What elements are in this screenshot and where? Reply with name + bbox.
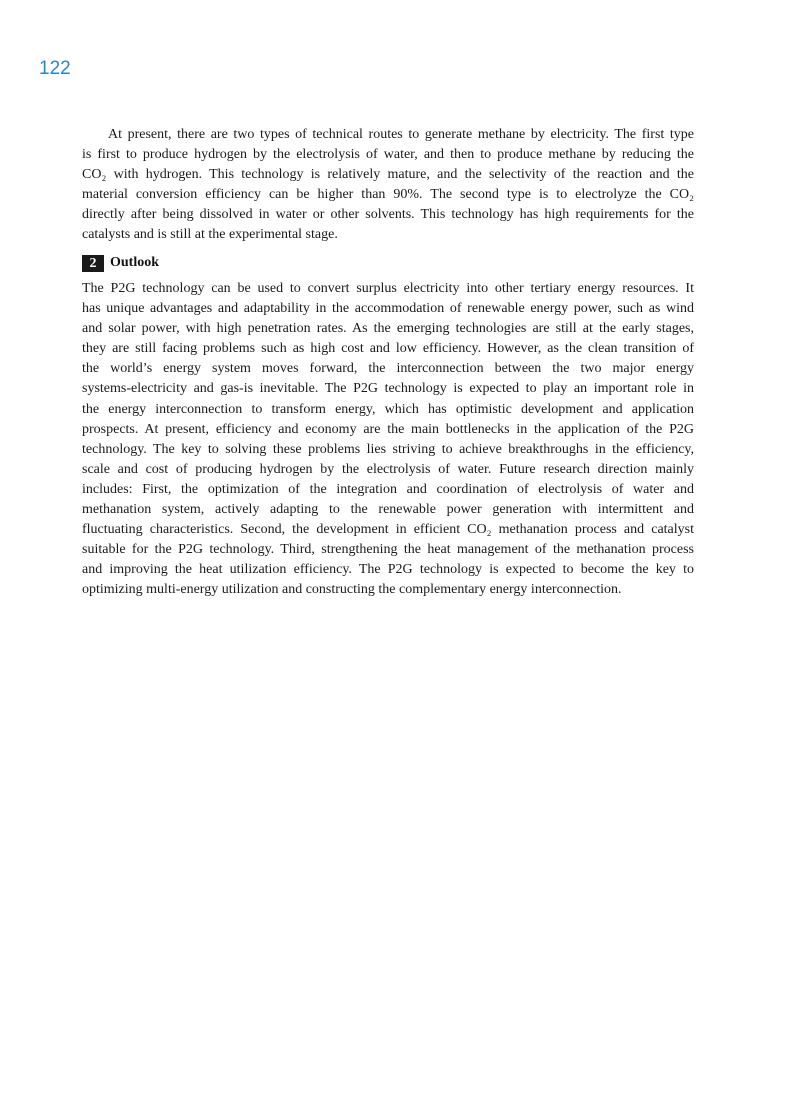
- text-line: scale and cost of producing hydrogen by the electrolysis of water. Future research direction mainly: [82, 461, 694, 477]
- text-line: the energy interconnection to transform energy, which has optimistic development and application: [82, 401, 694, 417]
- text-line: The P2G technology can be used to convert surplus electricity into other tertiary energy resources. It: [82, 281, 694, 296]
- paragraph-outlook: [82, 279, 694, 601]
- text-line: has unique advantages and adaptability in the accommodation of renewable energy power, such as wind: [82, 301, 694, 317]
- text-line: they are still facing problems such as high cost and low efficiency. However, as the clean transition of: [82, 341, 694, 357]
- text-line: CO₂ with hydrogen. This technology is relatively mature, and the selectivity of the reaction and the: [82, 167, 694, 183]
- text-line: material conversion efficiency can be higher than 90%. The second type is to electrolyze the CO₂: [82, 187, 694, 203]
- text-line: is first to produce hydrogen by the electrolysis of water, and then to produce methane by reducing the: [82, 147, 694, 163]
- text-line: catalysts and is still at the experimental stage.: [82, 227, 338, 243]
- text-line: methanation system, actively adapting to the renewable power generation with intermittent and: [82, 502, 694, 518]
- text-line: prospects. At present, efficiency and economy are the main bottlenecks in the application of the P2G: [82, 421, 694, 437]
- text-line: directly after being dissolved in water or other solvents. This technology has high requirements for the: [82, 207, 694, 223]
- section-number: 2: [82, 255, 104, 272]
- text-line: optimizing multi-energy utilization and constructing the complementary energy interconnection.: [82, 582, 622, 598]
- page-number: 122: [39, 58, 71, 79]
- text-line: includes: First, the optimization of the integration and coordination of electrolysis of water and: [82, 481, 694, 497]
- text-line: and improving the heat utilization efficiency. The P2G technology is expected to become the key to: [82, 562, 694, 578]
- text-line: and solar power, with high penetration rates. As the emerging technologies are still at the early stages,: [82, 321, 694, 337]
- text-line: suitable for the P2G technology. Third, strengthening the heat management of the methanation process: [82, 542, 694, 558]
- text-line: technology. The key to solving these problems lies striving to achieve breakthroughs in the efficiency,: [82, 441, 694, 457]
- text-line: At present, there are two types of technical routes to generate methane by electricity. The first type: [108, 127, 694, 142]
- text-line: systems-electricity and gas-is inevitable. The P2G technology is expected to play an important role in: [82, 381, 694, 397]
- paragraph-intro: [82, 125, 694, 246]
- text-line: fluctuating characteristics. Second, the development in efficient CO₂ methanation process and catalyst: [82, 522, 694, 538]
- text-line: the world’s energy system moves forward, the interconnection between the two major energy: [82, 361, 694, 377]
- section-title: Outlook: [110, 255, 160, 270]
- section-heading: [82, 254, 159, 272]
